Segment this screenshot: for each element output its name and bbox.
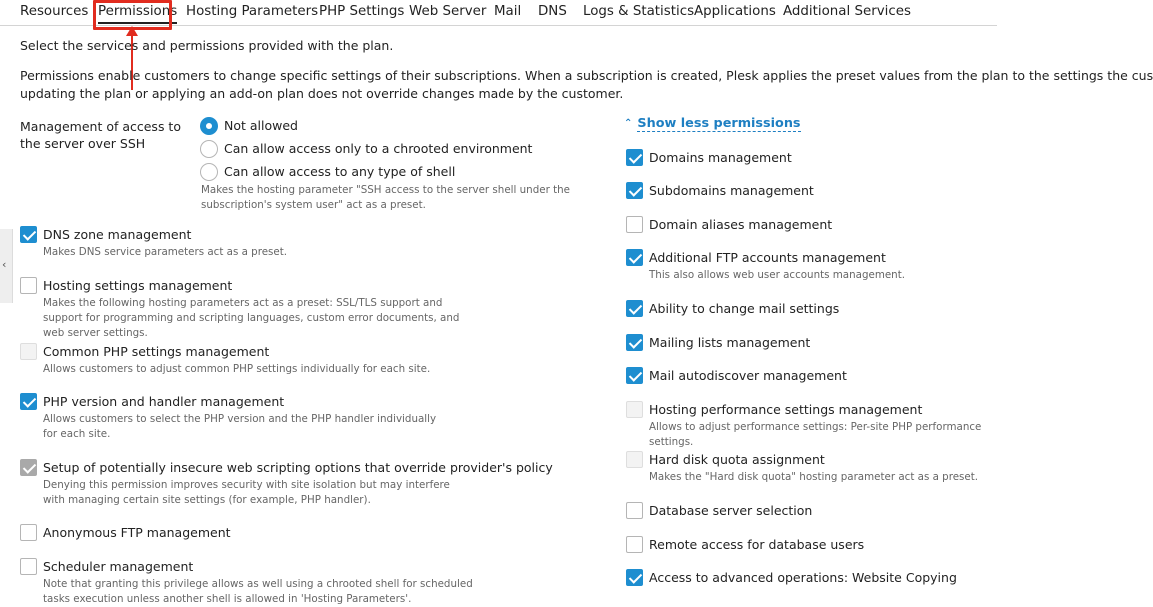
tab-permissions[interactable]	[98, 3, 177, 21]
radio-button[interactable]	[200, 117, 218, 135]
checkbox	[626, 401, 643, 418]
tab-resources[interactable]: Resources	[20, 4, 89, 19]
chevron-up-icon: ⌃	[624, 118, 633, 129]
permission-label: Hosting settings management	[43, 278, 233, 293]
active-tab-underline	[98, 22, 177, 24]
checkbox[interactable]	[626, 300, 643, 317]
checkbox[interactable]	[20, 226, 37, 243]
permission-hint: Allows to adjust performance settings: Per-site PHP performance settings.	[649, 421, 982, 448]
permission-label: Hosting performance settings management	[649, 402, 923, 417]
permission-hint: Note that granting this privilege allows as well using a chrooted shell for scheduled tasks execution unless another shell is allowed in 'Hosting Parameters'.	[43, 578, 473, 605]
tab-hosting-parameters[interactable]: Hosting Parameters	[186, 4, 319, 19]
side-panel-toggle[interactable]	[0, 229, 13, 303]
tab-bar	[0, 0, 997, 26]
radio-label: Can allow access only to a chrooted environment	[224, 141, 533, 156]
permission-label: Mailing lists management	[649, 335, 811, 350]
permission-label: Access to advanced operations: Website Copying	[649, 570, 957, 585]
tab-permissions-label: Permissions	[98, 4, 178, 19]
tab-web-server[interactable]: Web Server	[409, 4, 487, 19]
permission-label: Anonymous FTP management	[43, 525, 231, 540]
tab-php-settings[interactable]: PHP Settings	[319, 4, 405, 19]
checkbox[interactable]	[20, 393, 37, 410]
permission-hint: Makes DNS service parameters act as a preset.	[43, 246, 288, 258]
permission-label: Scheduler management	[43, 559, 194, 574]
permission-label: Domain aliases management	[649, 217, 833, 232]
checkbox[interactable]	[626, 334, 643, 351]
checkbox	[626, 451, 643, 468]
tab-applications[interactable]: Applications	[694, 4, 776, 19]
intro-text: Select the services and permissions provided with the plan.	[20, 38, 394, 53]
permission-hint: Denying this permission improves security with site isolation but may interfere with managing certain site settings (for example, PHP handler).	[43, 479, 450, 506]
checkbox[interactable]	[626, 149, 643, 166]
ssh-access-label: Management of access to the server over SSH	[20, 119, 181, 151]
checkbox[interactable]	[20, 558, 37, 575]
permission-label: Subdomains management	[649, 183, 814, 198]
permission-label: Hard disk quota assignment	[649, 452, 825, 467]
permission-hint: Allows customers to adjust common PHP settings individually for each site.	[43, 363, 431, 375]
tab-dns[interactable]: DNS	[538, 4, 567, 19]
permission-hint: Makes the "Hard disk quota" hosting parameter act as a preset.	[649, 471, 979, 483]
checkbox[interactable]	[626, 569, 643, 586]
permission-label: Mail autodiscover management	[649, 368, 847, 383]
permission-label: PHP version and handler management	[43, 394, 285, 409]
annotation-arrow-head	[126, 26, 138, 36]
intro-permissions-text: Permissions enable customers to change specific settings of their subscriptions. When a subscription is created, Plesk applies the preset values from the plan to the settings the cus	[20, 68, 1153, 83]
radio-label: Not allowed	[224, 118, 298, 133]
chevron-left-icon: ‹	[2, 258, 7, 271]
checkbox[interactable]	[626, 182, 643, 199]
radio-button[interactable]	[200, 163, 218, 181]
show-less-label: Show less permissions	[637, 116, 801, 131]
permission-hint: Allows customers to select the PHP version and the PHP handler individually for each site.	[43, 413, 437, 440]
ssh-hint: Makes the hosting parameter "SSH access to the server shell under the subscription's system user" act as a preset.	[201, 184, 570, 211]
checkbox[interactable]	[20, 524, 37, 541]
checkbox[interactable]	[626, 249, 643, 266]
checkbox	[20, 459, 37, 476]
permission-hint: Makes the following hosting parameters act as a preset: SSL/TLS support and support for programming and scripting languages, custom error documents, and web server settings.	[43, 297, 460, 339]
permission-label: Ability to change mail settings	[649, 301, 840, 316]
permission-label: Domains management	[649, 150, 792, 165]
tab-additional-services[interactable]: Additional Services	[783, 4, 911, 19]
tab-logs-statistics[interactable]: Logs & Statistics	[583, 4, 695, 19]
checkbox	[20, 343, 37, 360]
checkbox[interactable]	[20, 277, 37, 294]
tab-mail[interactable]: Mail	[494, 4, 522, 19]
permission-label: Database server selection	[649, 503, 813, 518]
permission-label: Additional FTP accounts management	[649, 250, 886, 265]
checkbox[interactable]	[626, 367, 643, 384]
checkbox[interactable]	[626, 502, 643, 519]
permission-label: Setup of potentially insecure web scripting options that override provider's policy	[43, 460, 553, 475]
permission-label: Remote access for database users	[649, 537, 865, 552]
permission-label: DNS zone management	[43, 227, 192, 242]
permission-hint: This also allows web user accounts management.	[649, 269, 906, 281]
radio-label: Can allow access to any type of shell	[224, 164, 456, 179]
checkbox[interactable]	[626, 536, 643, 553]
checkbox[interactable]	[626, 216, 643, 233]
radio-button[interactable]	[200, 140, 218, 158]
intro-permissions-text-continued: updating the plan or applying an add-on plan does not override changes made by the customer.	[20, 86, 624, 101]
show-less-permissions-link[interactable]	[624, 116, 801, 131]
permission-label: Common PHP settings management	[43, 344, 270, 359]
